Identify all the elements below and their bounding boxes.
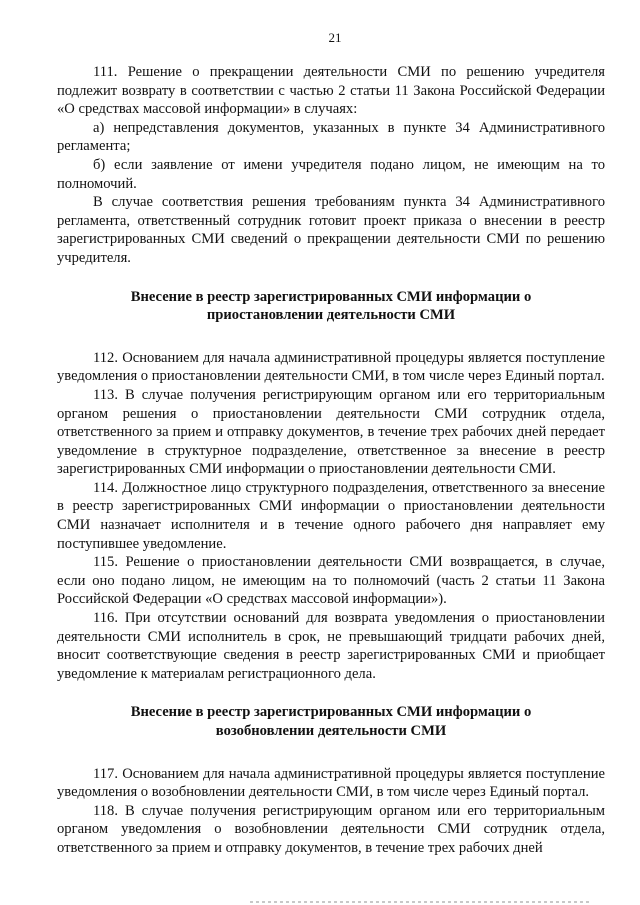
paragraph-112: 112. Основанием для начала административной процедуры является поступление уведомления о приостановлении деятельности СМИ, в том числе через Единый портал. (57, 349, 605, 385)
page-number: 21 (328, 30, 342, 45)
paragraph-116: 116. При отсутствии оснований для возврата уведомления о приостановлении деятельности СМИ исполнитель в срок, не превышающий тридцати рабочих дней, вносит соответствующие сведения в реестр зарегистрированных СМИ и приобщает уведомление к материалам регистрационного дела. (57, 610, 605, 682)
paragraph-114: 114. Должностное лицо структурного подразделения, ответственного за внесение в реестр зарегистрированных СМИ информации о приостановлении деятельности СМИ назначает исполнителя и в течение одного рабочего дня направляет ему поступившее уведомление. (57, 479, 605, 552)
section-heading-suspension: Внесение в реестр зарегистрированных СМИ информации о приостановлении деятельности СМИ (130, 288, 532, 324)
paragraph-111: 111. Решение о прекращении деятельности СМИ по решению учредителя подлежит возврату в соответствии с частью 2 статьи 11 Закона Российской Федерации «О средствах массовой информации» в случаях: (57, 64, 605, 118)
paragraph-111-continuation: В случае соответствия решения требованиям пункта 34 Административного регламента, ответственный сотрудник готовит проект приказа о внесении в реестр зарегистрированных СМИ сведений о прекращении деятельности СМИ по решению учредителя. (57, 194, 605, 266)
paragraph-115: 115. Решение о приостановлении деятельности СМИ возвращается, в случае, если оно подано лицом, не имеющим на то полномочий (часть 2 статьи 11 Закона Российской Федерации «О средствах массовой информации»). (57, 554, 605, 608)
paragraph-117: 117. Основанием для начала административной процедуры является поступление уведомления о возобновлении деятельности СМИ, в том числе через Единый портал. (57, 765, 605, 801)
paragraph-111-item-a: а) непредставления документов, указанных в пункте 34 Административного регламента; (57, 119, 605, 155)
scan-artifact-line (250, 901, 590, 903)
paragraph-113: 113. В случае получения регистрирующим органом или его территориальным органом решения о приостановлении деятельности СМИ сотрудник отдела, ответственного за прием и отправку документов, в течение трех рабочих дней передает уведомление в структурное подразделение, ответственное за внесение в реестр зарегистрированных СМИ информации о приостановлении деятельности СМИ. (57, 386, 605, 478)
paragraph-111-item-b: б) если заявление от имени учредителя подано лицом, не имеющим на то полномочий. (57, 156, 605, 192)
paragraph-118: 118. В случае получения регистрирующим органом или его территориальным органом уведомления о возобновлении деятельности СМИ сотрудник отдела, ответственного за прием и отправку документов, в течение трех рабочих дней (57, 802, 605, 856)
section-heading-resumption: Внесение в реестр зарегистрированных СМИ информации о возобновлении деятельности СМИ (130, 704, 532, 739)
